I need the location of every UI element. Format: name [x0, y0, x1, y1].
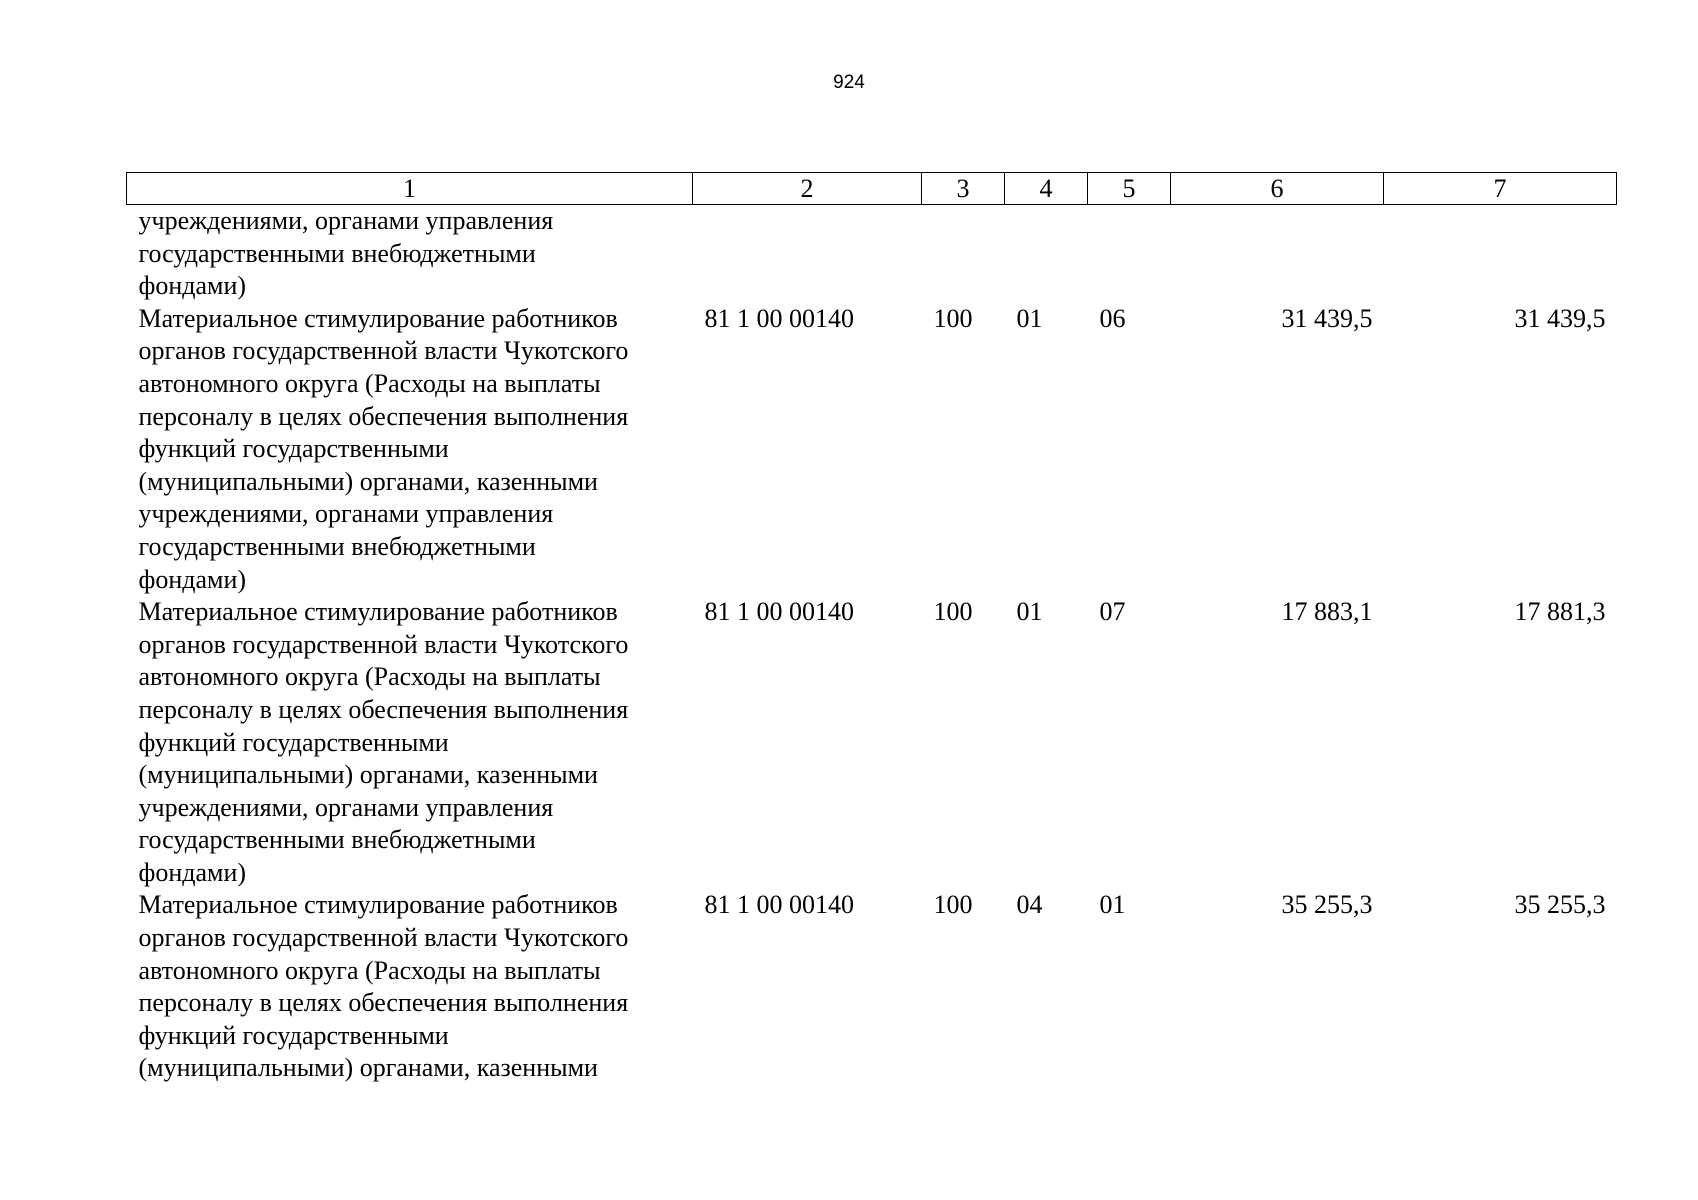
- cell-target-code: 81 1 00 00140: [704, 303, 854, 333]
- description-line: (муниципальными) органами, казенными: [138, 1053, 598, 1083]
- description-line: учреждениями, органами управления: [138, 792, 554, 822]
- description-line: органов государственной власти Чукотского: [138, 923, 629, 953]
- cell-description: [127, 303, 693, 596]
- page-number: 924: [833, 72, 865, 93]
- cell-amount-2: [1384, 205, 1617, 303]
- table-row: [127, 889, 1617, 1085]
- cell-section: 01: [1016, 597, 1043, 627]
- description-line: фондами): [138, 857, 247, 887]
- description-line: учреждениями, органами управления: [138, 206, 554, 235]
- cell-expense-type: 100: [933, 597, 973, 627]
- description-line: персоналу в целях обеспечения выполнения: [138, 988, 629, 1018]
- description-line: персоналу в целях обеспечения выполнения: [138, 694, 629, 724]
- table-row: [127, 596, 1617, 889]
- table-row: [127, 205, 1617, 303]
- cell-amount-2: 35 255,3: [1514, 890, 1606, 920]
- description-line: фондами): [138, 271, 247, 301]
- column-header-2: 2: [693, 173, 922, 205]
- table-header-row: [127, 173, 1617, 205]
- description-line: государственными внебюджетными: [138, 825, 536, 855]
- cell-description: [127, 205, 693, 303]
- cell-amount-1: [1171, 205, 1384, 303]
- description-line: Материальное стимулирование работников: [138, 303, 618, 333]
- cell-section: [1005, 205, 1088, 303]
- cell-amount-2: 17 881,3: [1514, 597, 1606, 627]
- cell-description: [127, 596, 693, 889]
- description-line: государственными внебюджетными: [138, 531, 536, 561]
- cell-amount-1: 17 883,1: [1281, 597, 1373, 627]
- description-line: автономного округа (Расходы на выплаты: [138, 368, 601, 398]
- column-header-6: 6: [1171, 173, 1384, 205]
- column-header-4: 4: [1005, 173, 1088, 205]
- description-line: Материальное стимулирование работников: [138, 597, 618, 627]
- cell-description: [127, 889, 693, 1085]
- cell-expense-type: [922, 205, 1005, 303]
- cell-section: 01: [1016, 303, 1043, 333]
- cell-subsection: 01: [1099, 890, 1126, 920]
- description-line: функций государственными: [138, 1020, 449, 1050]
- description-line: Материальное стимулирование работников: [138, 890, 618, 920]
- cell-subsection: 07: [1099, 597, 1126, 627]
- cell-subsection: 06: [1099, 303, 1126, 333]
- cell-target-code: [693, 205, 922, 303]
- cell-amount-1: 35 255,3: [1281, 890, 1373, 920]
- table-body: [127, 205, 1617, 1086]
- cell-subsection: [1088, 205, 1171, 303]
- description-line: учреждениями, органами управления: [138, 499, 554, 529]
- description-line: персоналу в целях обеспечения выполнения: [138, 401, 629, 431]
- cell-target-code: 81 1 00 00140: [704, 890, 854, 920]
- cell-target-code: 81 1 00 00140: [704, 597, 854, 627]
- description-line: функций государственными: [138, 434, 449, 464]
- column-header-5: 5: [1088, 173, 1171, 205]
- cell-amount-2: 31 439,5: [1514, 303, 1606, 333]
- cell-expense-type: 100: [933, 303, 973, 333]
- table-row: [127, 303, 1617, 596]
- column-header-3: 3: [922, 173, 1005, 205]
- description-line: органов государственной власти Чукотского: [138, 629, 629, 659]
- budget-table: [126, 172, 1617, 1085]
- cell-amount-1: 31 439,5: [1281, 303, 1373, 333]
- description-line: органов государственной власти Чукотского: [138, 336, 629, 366]
- description-line: автономного округа (Расходы на выплаты: [138, 662, 601, 692]
- description-line: государственными внебюджетными: [138, 238, 536, 268]
- cell-expense-type: 100: [933, 890, 973, 920]
- description-line: функций государственными: [138, 727, 449, 757]
- column-header-1: 1: [127, 173, 693, 205]
- description-line: (муниципальными) органами, казенными: [138, 466, 598, 496]
- description-line: автономного округа (Расходы на выплаты: [138, 955, 601, 985]
- description-line: фондами): [138, 564, 247, 594]
- cell-section: 04: [1016, 890, 1043, 920]
- description-line: (муниципальными) органами, казенными: [138, 760, 598, 790]
- column-header-7: 7: [1384, 173, 1617, 205]
